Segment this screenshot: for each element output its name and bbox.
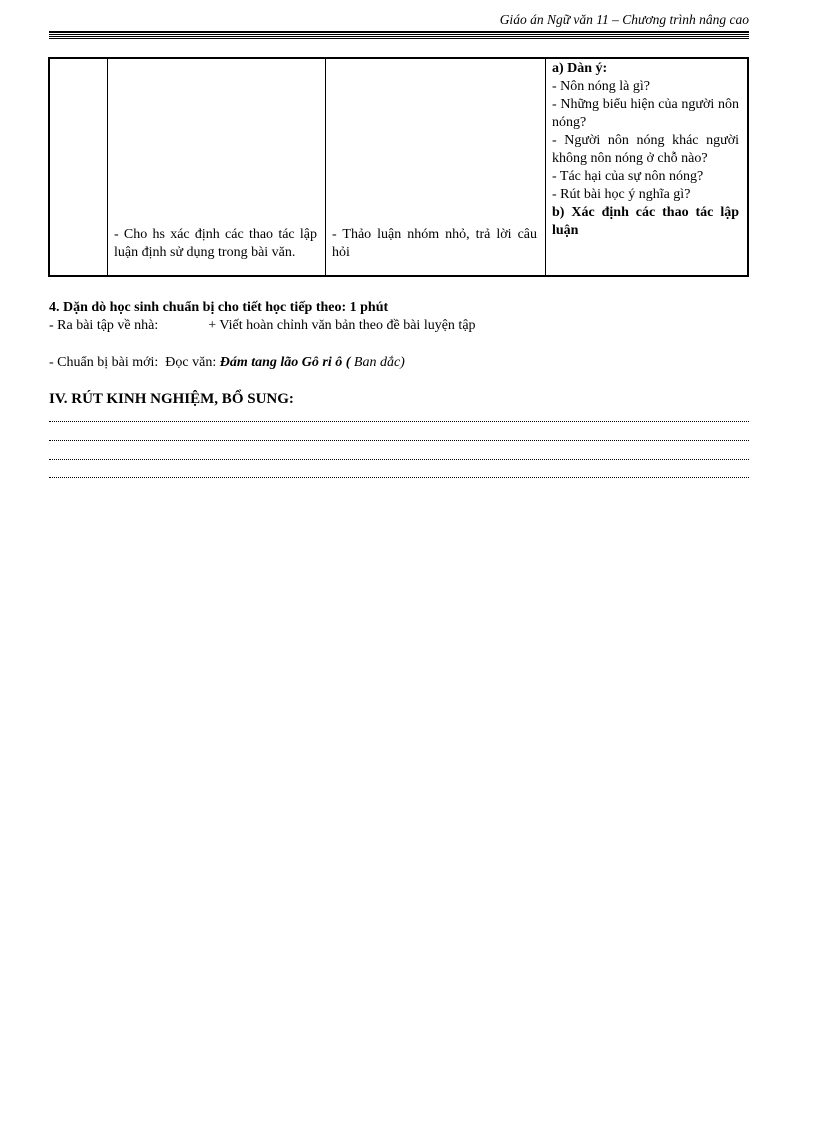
student-activity-text: - Thảo luận nhóm nhỏ, trả lời câu hỏi xyxy=(332,227,537,260)
prepare-author: Ban dắc) xyxy=(353,355,405,370)
prepare-title: Đám tang lão Gô ri ô xyxy=(219,355,343,370)
notes-dotted-line xyxy=(49,421,749,422)
lesson-table xyxy=(48,57,749,277)
homework-text: + Viết hoàn chỉnh văn bản theo đề bài luyện tập xyxy=(208,318,476,333)
prepare-paren: ( xyxy=(345,355,351,370)
table-col-student xyxy=(326,59,546,275)
outline-question: - Nôn nóng là gì? xyxy=(552,79,650,94)
homework-label: - Ra bài tập về nhà: xyxy=(49,318,159,333)
section-iv-title: IV. RÚT KINH NGHIỆM, BỔ SUNG: xyxy=(49,391,294,407)
outline-question: - Tác hại của sự nôn nóng? xyxy=(552,169,704,184)
page-header: Giáo án Ngữ văn 11 – Chương trình nâng cao xyxy=(499,12,749,27)
teacher-activity-text: - Cho hs xác định các thao tác lập luận định sử dụng trong bài văn. xyxy=(114,227,317,260)
section-4-title: 4. Dặn dò học sinh chuẩn bị cho tiết học tiếp theo: 1 phút xyxy=(49,300,389,315)
prepare-line xyxy=(49,354,749,372)
outline-question: - Người nôn nóng khác người không nôn nóng ở chỗ nào? xyxy=(552,133,739,166)
argument-heading: b) Xác định các thao tác lập luận xyxy=(552,205,739,238)
homework-line xyxy=(49,317,749,335)
table-col-1 xyxy=(50,59,108,275)
prepare-label: - Chuẩn bị bài mới: xyxy=(49,355,159,370)
header-rule xyxy=(49,36,749,37)
notes-dotted-line xyxy=(49,477,749,478)
notes-dotted-line xyxy=(49,440,749,441)
content-cell xyxy=(552,60,739,240)
prepare-type: Đọc văn: xyxy=(165,355,217,370)
table-col-teacher xyxy=(108,59,326,275)
header-rule xyxy=(49,34,749,35)
notes-dotted-line xyxy=(49,459,749,460)
header-rule xyxy=(49,31,749,33)
header-rule xyxy=(49,38,749,39)
outline-question: - Những biểu hiện của người nôn nóng? xyxy=(552,97,739,130)
outline-heading: a) Dàn ý: xyxy=(552,61,608,76)
outline-question: - Rút bài học ý nghĩa gì? xyxy=(552,187,691,202)
table-col-content xyxy=(546,59,747,275)
